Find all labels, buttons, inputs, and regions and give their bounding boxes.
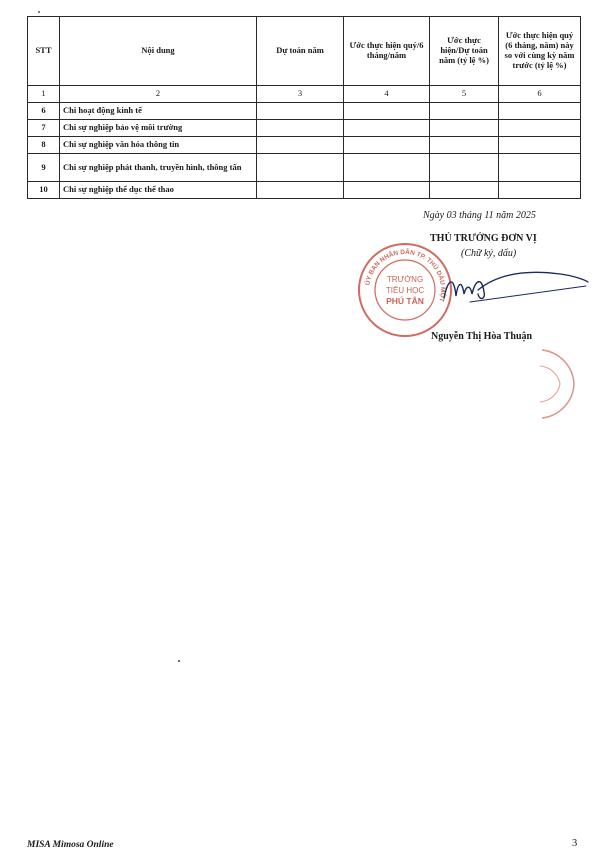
row-content: Chi sự nghiệp bảo vệ môi trường (60, 120, 257, 137)
row-stt: 9 (28, 154, 60, 182)
cell-empty (430, 154, 499, 182)
column-number: 3 (257, 86, 344, 103)
row-content: Chi sự nghiệp phát thanh, truyền hình, thông tấn (60, 154, 257, 182)
cell-empty (430, 120, 499, 137)
signer-name: Nguyễn Thị Hòa Thuận (431, 331, 533, 342)
cell-empty (430, 137, 499, 154)
header-content: Nội dung (60, 17, 257, 86)
cell-empty (344, 137, 430, 154)
row-content: Chi sự nghiệp văn hóa thông tin (60, 137, 257, 154)
svg-text:PHÚ TÂN: PHÚ TÂN (386, 296, 424, 306)
row-stt: 7 (28, 120, 60, 137)
header-ratio-estimate: Ước thực hiện/Dự toán năm (tỷ lệ %) (430, 17, 499, 86)
column-number: 1 (28, 86, 60, 103)
footer-software-name: MISA Mimosa Online (27, 840, 114, 850)
cell-empty (499, 182, 581, 199)
scan-speck (178, 660, 180, 662)
table-row (28, 182, 581, 199)
cell-empty (344, 182, 430, 199)
scan-speck (38, 11, 40, 13)
header-yoy-comparison: Ước thực hiện quý (6 tháng, năm) này so với cùng kỳ năm trước (tỷ lệ %) (499, 17, 581, 86)
cell-empty (344, 154, 430, 182)
cell-empty (499, 120, 581, 137)
row-stt: 10 (28, 182, 60, 199)
header-quarter-estimate: Ước thực hiện quý/6 tháng/năm (344, 17, 430, 86)
column-number-row (28, 86, 581, 103)
column-number: 2 (60, 86, 257, 103)
row-content: Chi hoạt động kinh tế (60, 103, 257, 120)
table-row (28, 137, 581, 154)
column-number: 4 (344, 86, 430, 103)
cell-empty (344, 103, 430, 120)
page-number: 3 (572, 838, 578, 849)
budget-table (27, 16, 581, 199)
header-stt: STT (28, 17, 60, 86)
signer-role-note: (Chữ ký, dấu) (461, 248, 517, 259)
cell-empty (499, 137, 581, 154)
row-stt: 8 (28, 137, 60, 154)
partial-seal-stamp (538, 346, 578, 422)
cell-empty (430, 182, 499, 199)
cell-empty (257, 120, 344, 137)
cell-empty (499, 154, 581, 182)
cell-empty (257, 154, 344, 182)
svg-text:TRƯỜNG: TRƯỜNG (386, 275, 424, 284)
cell-empty (430, 103, 499, 120)
signature-date: Ngày 03 tháng 11 năm 2025 (423, 210, 536, 221)
cell-empty (257, 103, 344, 120)
handwritten-signature (440, 268, 590, 308)
svg-text:TIỂU HỌC: TIỂU HỌC (385, 286, 425, 295)
svg-text:ỦY BAN NHÂN DÂN TP. THỦ DẦU MỘ: ỦY BAN NHÂN DÂN TP. THỦ DẦU MỘT (364, 248, 447, 303)
table-row (28, 154, 581, 182)
header-annual-estimate: Dự toán năm (257, 17, 344, 86)
table-row (28, 103, 581, 120)
row-stt: 6 (28, 103, 60, 120)
cell-empty (344, 120, 430, 137)
column-number: 5 (430, 86, 499, 103)
table-row (28, 120, 581, 137)
school-seal-stamp (357, 242, 453, 338)
cell-empty (257, 137, 344, 154)
cell-empty (499, 103, 581, 120)
column-number: 6 (499, 86, 581, 103)
row-content: Chi sự nghiệp thể dục thể thao (60, 182, 257, 199)
table-header-row (28, 17, 581, 86)
cell-empty (257, 182, 344, 199)
signer-role-title: THỦ TRƯỞNG ĐƠN VỊ (430, 233, 537, 244)
